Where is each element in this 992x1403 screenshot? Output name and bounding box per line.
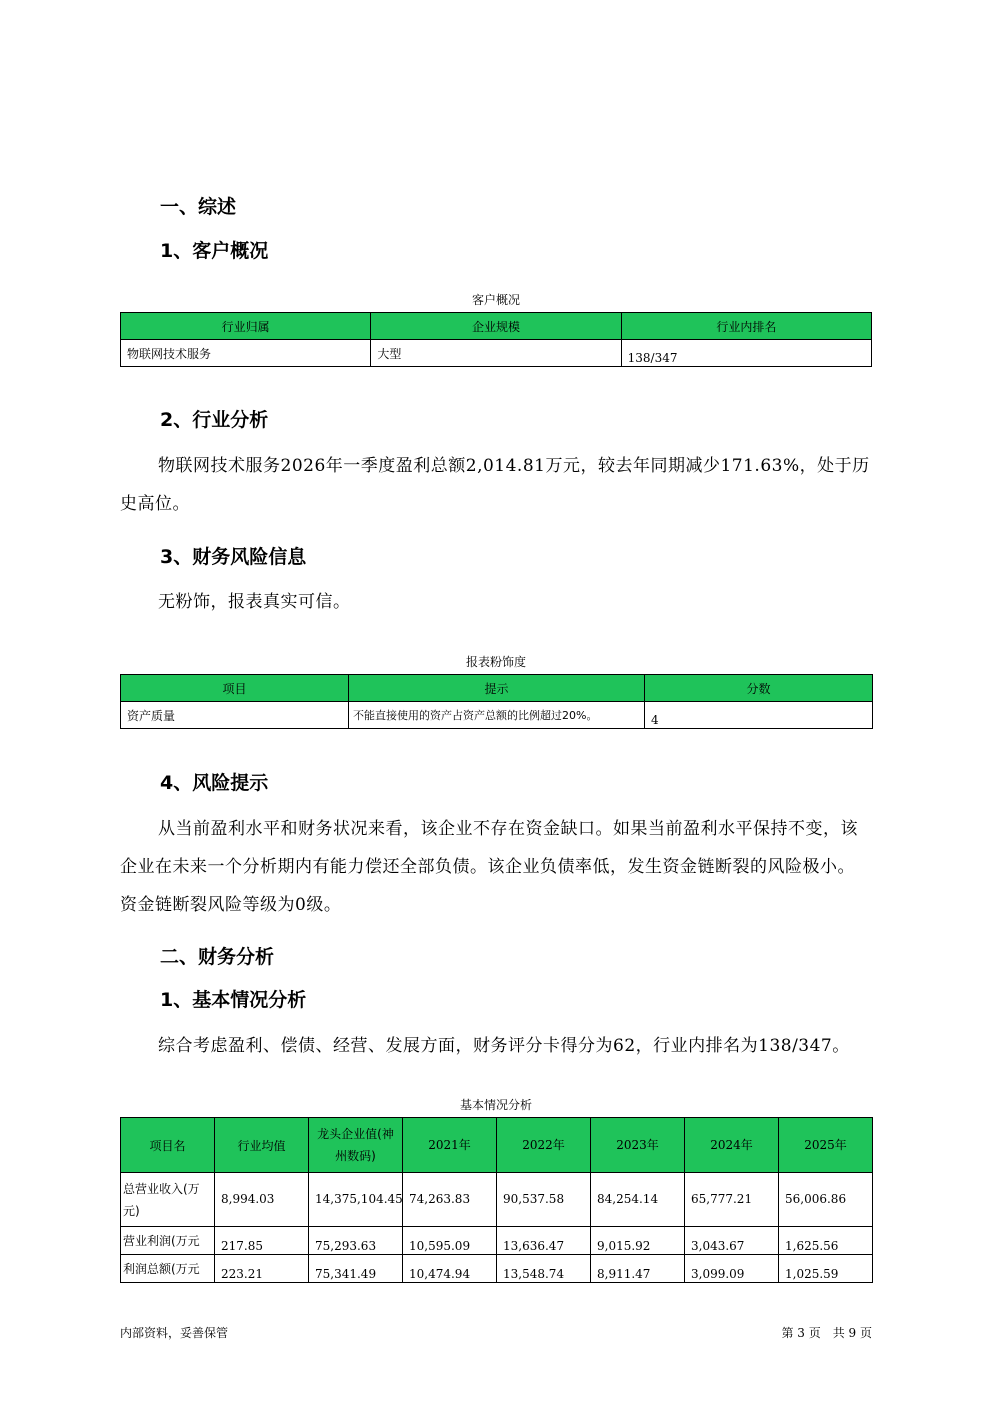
industry-paragraph: 物联网技术服务2026年一季度盈利总额2,014.81万元，较去年同期减少171.63%，处于历史高位。 bbox=[120, 456, 870, 514]
basic-cell: 10,474.94 bbox=[403, 1255, 497, 1283]
basic-header-2024: 2024年 bbox=[685, 1118, 779, 1173]
basic-cell: 1,625.56 bbox=[779, 1227, 873, 1255]
basic-header-leader: 龙头企业值(神州数码) bbox=[309, 1118, 403, 1173]
basic-cell: 3,043.67 bbox=[685, 1227, 779, 1255]
whitewash-table bbox=[120, 674, 873, 729]
whitewash-table-caption: 报表粉饰度 bbox=[465, 655, 526, 669]
risk-info-heading: 3、财务风险信息 bbox=[160, 546, 307, 568]
basic-cell: 74,263.83 bbox=[403, 1173, 497, 1227]
basic-cell: 14,375,104.45 bbox=[309, 1173, 403, 1227]
customer-header-scale: 企业规模 bbox=[371, 313, 621, 340]
section-title-overview: 一、综述 bbox=[160, 196, 237, 218]
customer-header-rank: 行业内排名 bbox=[621, 313, 871, 340]
footer-confidential: 内部资料，妥善保管 bbox=[120, 1326, 229, 1340]
basic-cell: 56,006.86 bbox=[779, 1173, 873, 1227]
risk-tip-heading: 4、风险提示 bbox=[160, 772, 269, 794]
whitewash-score-value: 4 bbox=[645, 702, 873, 729]
section-title-financial: 二、财务分析 bbox=[160, 946, 275, 968]
basic-cell: 8,994.03 bbox=[215, 1173, 309, 1227]
basic-row-label: 营业利润(万元 bbox=[121, 1227, 215, 1255]
basic-header-2025: 2025年 bbox=[779, 1118, 873, 1173]
basic-row-label: 总营业收入(万元) bbox=[121, 1173, 215, 1227]
whitewash-item-value: 资产质量 bbox=[121, 702, 349, 729]
basic-header-avg: 行业均值 bbox=[215, 1118, 309, 1173]
basic-cell: 1,025.59 bbox=[779, 1255, 873, 1283]
basic-table-caption: 基本情况分析 bbox=[459, 1098, 532, 1112]
basic-cell: 75,293.63 bbox=[309, 1227, 403, 1255]
basic-cell: 8,911.47 bbox=[591, 1255, 685, 1283]
risk-info-paragraph: 无粉饰，报表真实可信。 bbox=[158, 592, 351, 612]
basic-table bbox=[120, 1117, 873, 1283]
basic-cell: 3,099.09 bbox=[685, 1255, 779, 1283]
table-row bbox=[121, 1173, 873, 1227]
basic-heading: 1、基本情况分析 bbox=[160, 989, 307, 1011]
risk-tip-paragraph: 从当前盈利水平和财务状况来看，该企业不存在资金缺口。如果当前盈利水平保持不变，该企业在未来一个分析期内有能力偿还全部负债。该企业负债率低，发生资金链断裂的风险极小。资金链断裂风险等级为0级。 bbox=[120, 819, 858, 915]
whitewash-hint-value: 不能直接使用的资产占资产总额的比例超过20%。 bbox=[349, 702, 645, 729]
basic-header-2022: 2022年 bbox=[497, 1118, 591, 1173]
customer-industry-value: 物联网技术服务 bbox=[121, 340, 371, 367]
basic-header-item: 项目名 bbox=[121, 1118, 215, 1173]
customer-rank-value: 138/347 bbox=[621, 340, 871, 367]
footer-page-number: 第 3 页 共 9 页 bbox=[781, 1326, 872, 1340]
industry-heading: 2、行业分析 bbox=[160, 409, 269, 431]
basic-cell: 65,777.21 bbox=[685, 1173, 779, 1227]
whitewash-header-hint: 提示 bbox=[349, 675, 645, 702]
whitewash-header-score: 分数 bbox=[645, 675, 873, 702]
basic-header-2023: 2023年 bbox=[591, 1118, 685, 1173]
customer-table-caption: 客户概况 bbox=[471, 293, 520, 307]
basic-cell: 84,254.14 bbox=[591, 1173, 685, 1227]
basic-cell: 217.85 bbox=[215, 1227, 309, 1255]
basic-cell: 13,636.47 bbox=[497, 1227, 591, 1255]
basic-cell: 13,548.74 bbox=[497, 1255, 591, 1283]
basic-cell: 90,537.58 bbox=[497, 1173, 591, 1227]
basic-cell: 10,595.09 bbox=[403, 1227, 497, 1255]
whitewash-header-item: 项目 bbox=[121, 675, 349, 702]
basic-row-label: 利润总额(万元 bbox=[121, 1255, 215, 1283]
customer-header-industry: 行业归属 bbox=[121, 313, 371, 340]
customer-table bbox=[120, 312, 872, 367]
customer-scale-value: 大型 bbox=[371, 340, 621, 367]
table-row bbox=[121, 1227, 873, 1255]
basic-header-2021: 2021年 bbox=[403, 1118, 497, 1173]
table-row bbox=[121, 1255, 873, 1283]
customer-heading: 1、客户概况 bbox=[160, 240, 269, 262]
basic-paragraph: 综合考虑盈利、偿债、经营、发展方面，财务评分卡得分为62，行业内排名为138/347。 bbox=[158, 1036, 850, 1056]
basic-cell: 75,341.49 bbox=[309, 1255, 403, 1283]
basic-cell: 223.21 bbox=[215, 1255, 309, 1283]
basic-cell: 9,015.92 bbox=[591, 1227, 685, 1255]
